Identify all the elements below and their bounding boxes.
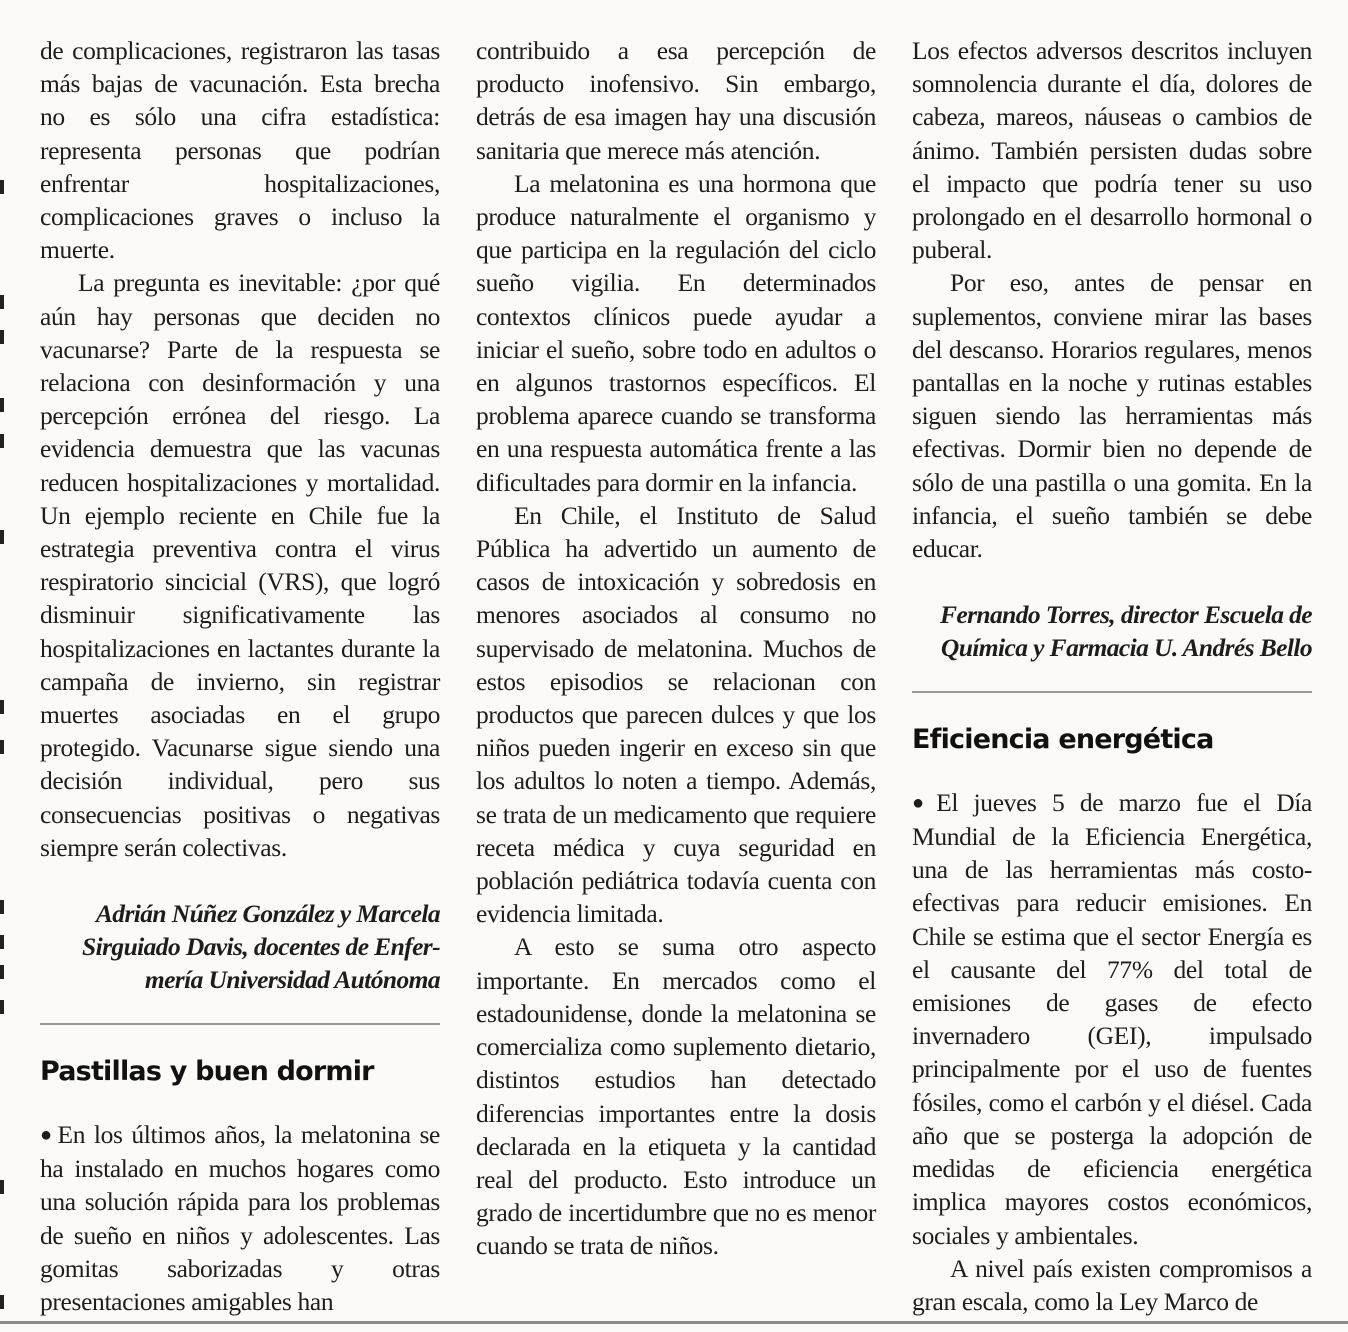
bullet-icon: ● xyxy=(912,791,934,814)
column-3-signature-line-2: Química y Farmacia U. Andrés Bello xyxy=(940,633,1312,663)
column-1-signature-line-1: Adrián Núñez González y Marcela xyxy=(95,899,440,929)
column-3-heading: Eficiencia energética xyxy=(912,723,1214,755)
column-2-paragraph-1: contribuido a esa percepción de producto inofensivo. Sin embargo, detrás de esa imagen hay una discusión sanitaria que merece más atención. xyxy=(476,36,876,165)
column-3-signature-line-1: Fernando Torres, director Escuela de xyxy=(939,600,1312,630)
column-1-paragraph-1: de complicaciones, registraron las tasas más bajas de vacunación. Esta brecha no es sólo una cifra estadística: representa personas que podrían enfrentar hospitalizaciones, complicaciones graves o incluso la muerte. xyxy=(40,36,440,265)
column-2-paragraph-2: La melatonina es una hormona que produce naturalmente el organismo y que participa en la regulación del ciclo sueño vigilia. En determinados contextos clínicos puede ayudar a iniciar el sueño, sobre todo en adultos o en algunos trastornos específicos. El problema aparece cuando se transforma en una respuesta automática frente a las dificultades para dormir en la infancia. xyxy=(476,168,876,497)
column-2-paragraph-3: En Chile, el Instituto de Salud Pública ha advertido un aumento de casos de intoxicación y sobredosis en menores asociados al consumo no supervisado de melatonina. Muchos de estos episodios se relacionan con productos que parecen dulces y que los niños pueden ingerir en exceso sin que los adultos lo noten a tiempo. Además, se trata de un medicamento que requiere receta médica y cuya seguridad en población pediátrica todavía cuenta con evidencia limitada. xyxy=(476,500,876,929)
column-3-paragraph-1: Los efectos adversos descritos incluyen somnolencia durante el día, dolores de cabeza, mareos, náuseas o cambios de ánimo. También persisten dudas sobre el impacto que podría tener su uso prolongado en el desarrollo hormonal o puberal. xyxy=(912,36,1312,265)
column-1 xyxy=(40,34,440,1318)
column-1-heading: Pastillas y buen dormir xyxy=(40,1055,374,1087)
column-1-paragraph-2: La pregunta es inevitable: ¿por qué aún hay personas que deciden no vacunarse? Parte de la respuesta se relaciona con desinformación y una percepción errónea del riesgo. La evidencia demuestra que las vacunas reducen hospitalizaciones y mortalidad. Un ejemplo reciente en Chile fue la estrategia preventiva contra el virus respiratorio sincicial (VRS), que logró disminuir significativamente las hospitalizaciones en lactantes durante la campaña de invierno, sin registrar muertes asociadas en el grupo protegido. Vacunarse sigue siendo una decisión individual, pero sus consecuencias positivas o negativas siempre serán colectivas. xyxy=(40,268,440,862)
column-2 xyxy=(476,34,876,1263)
bullet-icon: ● xyxy=(40,1123,55,1146)
column-3 xyxy=(912,34,1312,1318)
column-3-paragraph-4: A nivel país existen compromisos a gran escala, como la Ley Marco de xyxy=(912,1253,1312,1316)
column-1-signature-line-3: mería Universidad Autónoma xyxy=(144,965,440,995)
column-1-paragraph-3: ● En los últimos años, la melatonina se ha instalado en muchos hogares como una solución rápida para los problemas de sueño en niños y adolescentes. Las gomitas saborizadas y otras presentaciones amigables han xyxy=(40,1119,441,1316)
column-3-paragraph-2: Por eso, antes de pensar en suplementos, conviene mirar las bases del descanso. Horarios regulares, menos pantallas en la noche y rutinas estables siguen siendo las herramientas más efectivas. Dormir bien no depende de sólo de una pastilla o una gomita. En la infancia, el sueño también se debe educar. xyxy=(912,268,1312,564)
left-edge-marks xyxy=(0,20,6,1310)
column-3-paragraph-3: ● El jueves 5 de marzo fue el Día Mundial de la Eficiencia Energética, una de las herramientas más costo-efectivas para reducir emisiones. En Chile se estima que el sector Energía es el causante del 77% del total de emisiones de gases de efecto invernadero (GEI), impulsado principalmente por el uso de fuentes fósiles, como el carbón y el diésel. Cada año que se posterga la adopción de medidas de eficiencia energética implica mayores costos económicos, sociales y ambientales. xyxy=(912,787,1312,1250)
column-1-signature-line-2: Sirguiado Davis, docentes de Enfer- xyxy=(82,932,440,962)
column-2-paragraph-4: A esto se suma otro aspecto importante. En mercados como el estadounidense, donde la melatonina se comercializa como suplemento dietario, distintos estudios han detectado diferencias importantes entre la dosis declarada en la etiqueta y la cantidad real del producto. Esto introduce un grado de incertidumbre que no es menor cuando se trata de niños. xyxy=(476,932,876,1261)
bottom-divider xyxy=(0,1321,1348,1324)
